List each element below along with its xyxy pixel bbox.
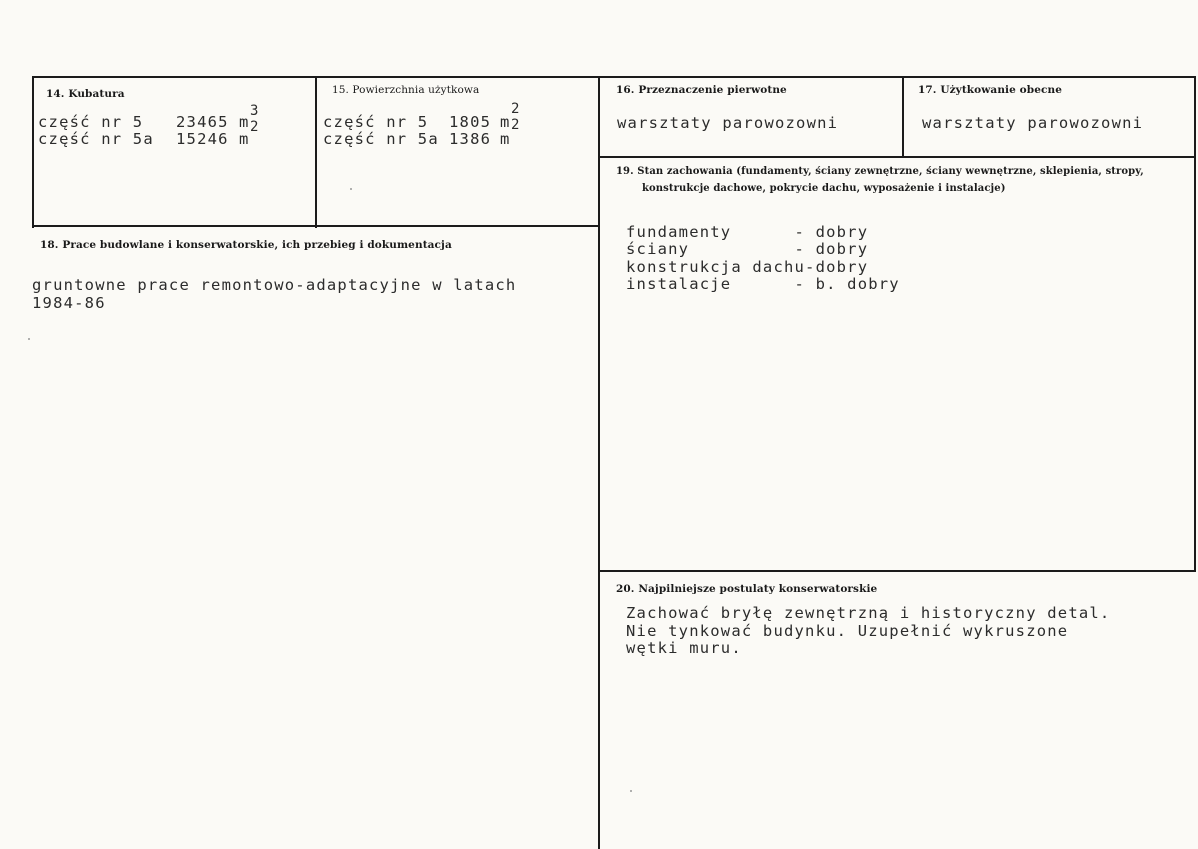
- prace-line: gruntowne prace remontowo-adaptacyjne w latach: [32, 276, 517, 294]
- przeznaczenie-value: warsztaty parowozowni: [617, 114, 839, 132]
- stan-line: konstrukcja dachu-dobry: [626, 258, 869, 276]
- powierzchnia-value: 1805: [449, 113, 492, 131]
- postulaty-line: Nie tynkować budynku. Uzupełnić wykruszone: [626, 622, 1069, 640]
- stan-line: fundamenty - dobry: [626, 223, 869, 241]
- kubatura-exponent: 2: [250, 119, 259, 135]
- kubatura-heading: 14. Kubatura: [46, 88, 125, 100]
- prace-line: 1984-86: [32, 294, 106, 312]
- divider-19-20: [598, 570, 1196, 572]
- kubatura-unit: m: [239, 130, 250, 148]
- left-rule: [32, 76, 34, 228]
- postulaty-heading: 20. Najpilniejsze postulaty konserwatorskie: [616, 583, 878, 595]
- stan-heading-line2: konstrukcje dachowe, pokrycie dachu, wyposażenie i instalacje): [642, 183, 1006, 194]
- powierzchnia-unit: m: [500, 130, 511, 148]
- stan-heading-line1: 19. Stan zachowania (fundamenty, ściany zewnętrzne, ściany wewnętrzne, sklepienia, stropy,: [616, 166, 1144, 177]
- divider-upper-left: [32, 225, 600, 227]
- stan-line: ściany - dobry: [626, 240, 869, 258]
- powierzchnia-label: część nr 5a: [323, 130, 439, 148]
- postulaty-line: Zachować bryłę zewnętrzną i historyczny detal.: [626, 604, 1111, 622]
- prace-heading: 18. Prace budowlane i konserwatorskie, ich przebieg i dokumentacja: [40, 239, 452, 251]
- kubatura-label: część nr 5: [38, 113, 144, 131]
- kubatura-value: 23465: [176, 113, 229, 131]
- paper-speck: [28, 338, 30, 340]
- uzytkowanie-heading: 17. Użytkowanie obecne: [918, 84, 1063, 96]
- kubatura-value: 15246: [176, 130, 229, 148]
- uzytkowanie-value: warsztaty parowozowni: [922, 114, 1144, 132]
- przeznaczenie-heading: 16. Przeznaczenie pierwotne: [616, 84, 787, 96]
- powierzchnia-label: część nr 5: [323, 113, 429, 131]
- divider-upper-right: [598, 156, 1196, 158]
- powierzchnia-unit: m: [500, 113, 511, 131]
- powierzchnia-value: 1386: [449, 130, 492, 148]
- stan-line: instalacje - b. dobry: [626, 275, 900, 293]
- powierzchnia-heading: 15. Powierzchnia użytkowa: [332, 84, 480, 96]
- divider-16-17: [902, 76, 904, 158]
- powierzchnia-exponent: 2: [511, 117, 520, 133]
- kubatura-unit: m: [239, 113, 250, 131]
- paper-speck: [350, 188, 352, 190]
- paper-speck: [630, 790, 632, 792]
- kubatura-label: część nr 5a: [38, 130, 154, 148]
- postulaty-line: wętki muru.: [626, 639, 742, 657]
- right-rule: [1194, 76, 1196, 572]
- top-rule: [32, 76, 1196, 78]
- divider-14-15: [315, 76, 317, 228]
- kubatura-exponent: 3: [250, 103, 259, 119]
- powierzchnia-exponent: 2: [511, 101, 520, 117]
- divider-center: [598, 76, 600, 849]
